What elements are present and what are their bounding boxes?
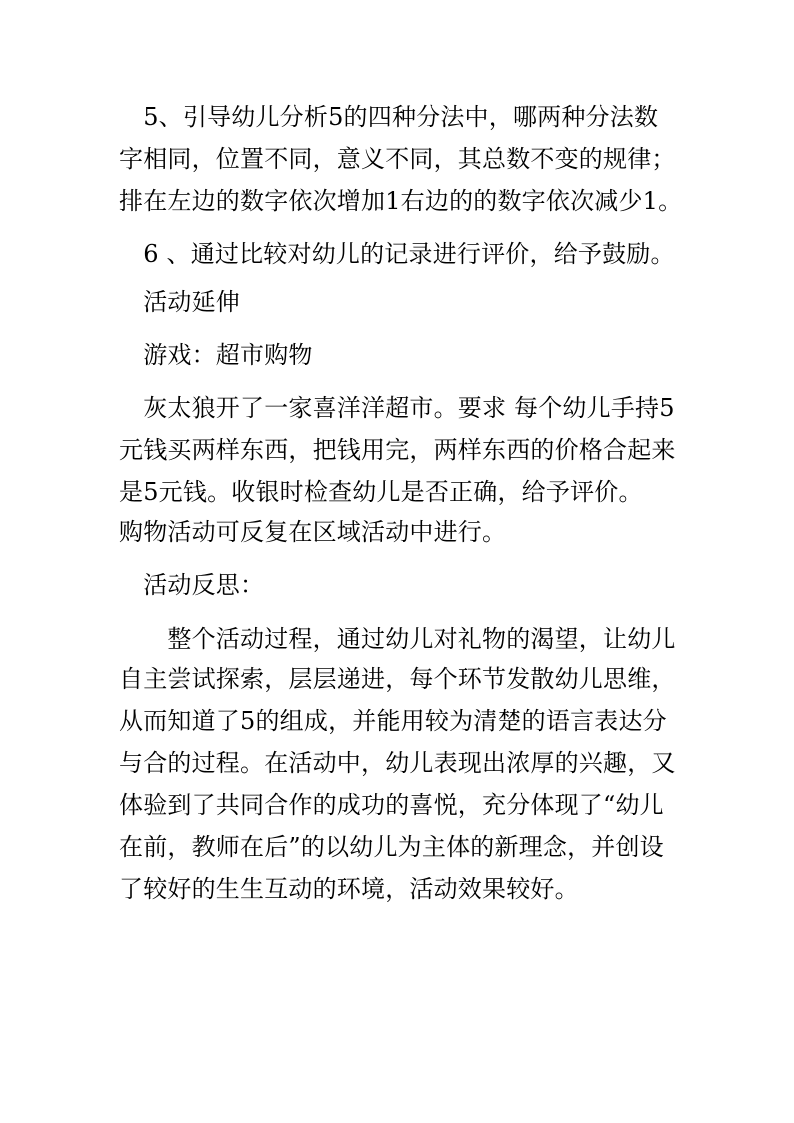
text-line: 排在左边的数字依次增加1右边的的数字依次减少1。 [119,187,683,215]
text-line: 从而知道了5的组成，并能用较为清楚的语言表达分 [119,707,667,735]
text-line: 体验到了共同合作的成功的喜悦，充分体现了“幼儿 [119,791,664,819]
text-line: 6 、通过比较对幼儿的记录进行评价，给予鼓励。 [119,240,675,268]
text-line: 与合的过程。在活动中，幼儿表现出浓厚的兴趣，又 [119,749,676,777]
section-subheading: 游戏：超市购物 [119,341,313,369]
text-line: 灰太狼开了一家喜洋洋超市。要求 每个幼儿手持5 [119,394,675,422]
text-line: 购物活动可反复在区域活动中进行。 [119,518,507,546]
text-line: 5、引导幼儿分析5的四种分法中，哪两种分法数 [119,103,659,131]
section-heading: 活动反思： [119,571,265,599]
text-line: 在前，教师在后”的以幼儿为主体的新理念，并创设 [119,833,664,861]
text-line: 了较好的生生互动的环境，活动效果较好。 [119,875,579,903]
section-heading: 活动延伸 [119,288,240,316]
text-line: 是5元钱。收银时检查幼儿是否正确，给予评价。 [119,478,643,506]
text-line: 元钱买两样东西，把钱用完，两样东西的价格合起来 [119,436,676,464]
text-line: 自主尝试探索，层层递进，每个环节发散幼儿思维， [119,665,676,693]
text-line: 整个活动过程，通过幼儿对礼物的渴望，让幼儿 [119,625,676,653]
text-line: 字相同，位置不同，意义不同，其总数不变的规律； [119,145,676,173]
